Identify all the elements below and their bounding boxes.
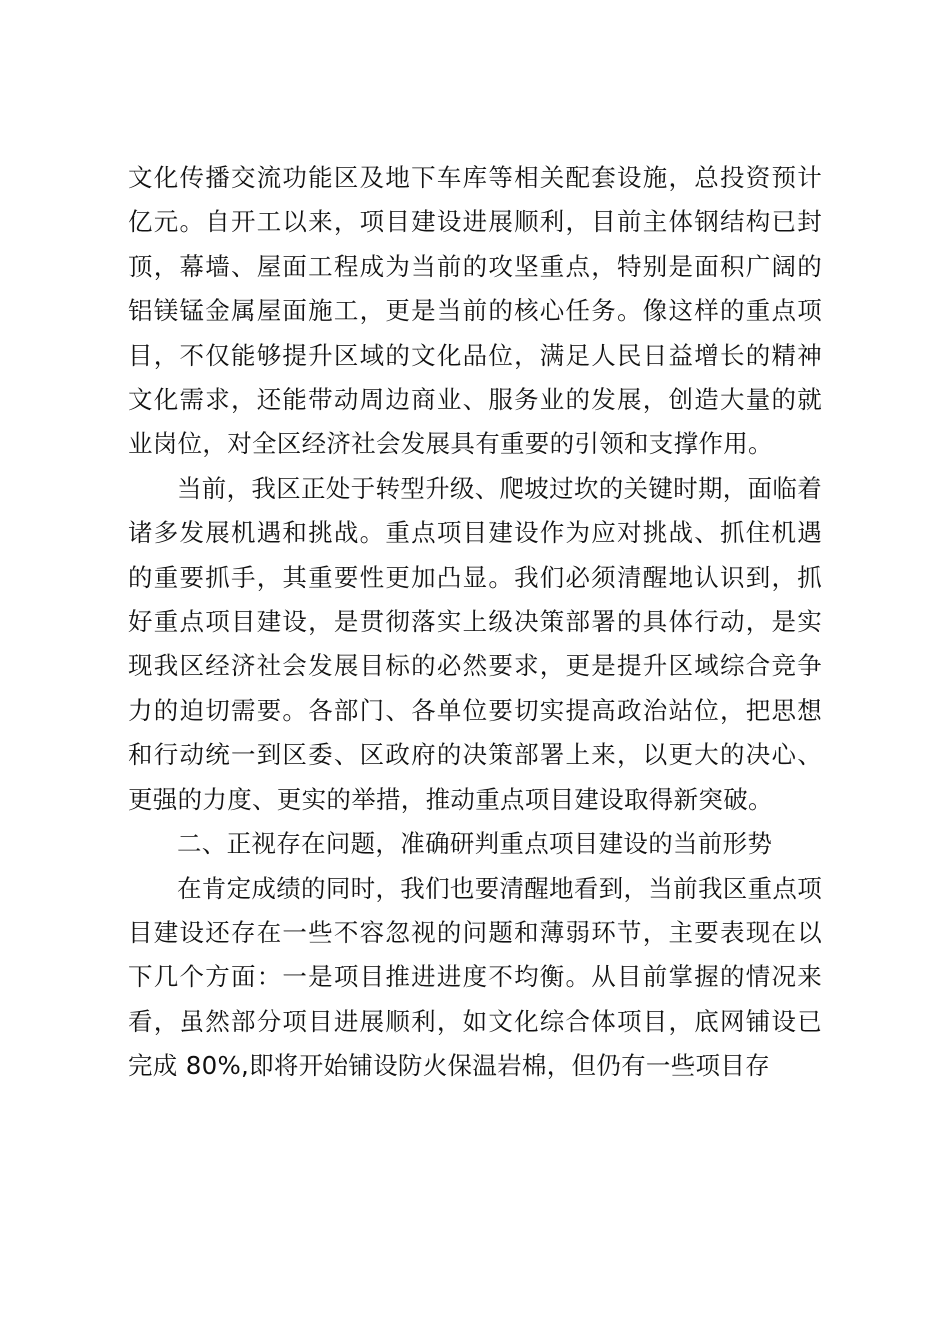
paragraph-current-situation: 当前，我区正处于转型升级、爬坡过坎的关键时期，面临着诸多发展机遇和挑战。重点项目建设作为应对挑战、抓住机遇的重要抓手，其重要性更加凸显。我们必须清醒地认识到，抓好重点项目建设，是贯彻落实上级决策部署的具体行动，是实现我区经济社会发展目标的必然要求，更是提升区域综合竞争力的迫切需要。各部门、各单位要切实提高政治站位，把思想和行动统一到区委、区政府的决策部署上来，以更大的决心、更强的力度、更实的举措，推动重点项目建设取得新突破。 <box>128 473 822 814</box>
section-heading: 二、正视存在问题，准确研判重点项目建设的当前形势 <box>177 829 773 859</box>
document-body <box>128 156 822 1089</box>
paragraph-continuation: 文化传播交流功能区及地下车库等相关配套设施，总投资预计亿元。自开工以来，项目建设进展顺利，目前主体钢结构已封顶，幕墙、屋面工程成为当前的攻坚重点，特别是面积广阔的铝镁锰金属屋面施工，更是当前的核心任务。像这样的重点项目，不仅能够提升区域的文化品位，满足人民日益增长的精神文化需求，还能带动周边商业、服务业的发展，创造大量的就业岗位，对全区经济社会发展具有重要的引领和支撑作用。 <box>128 163 822 459</box>
paragraph-problems: 在肯定成绩的同时，我们也要清醒地看到，当前我区重点项目建设还存在一些不容忽视的问题和薄弱环节，主要表现在以下几个方面：一是项目推进进度不均衡。从目前掌握的情况来看，虽然部分项目进展顺利，如文化综合体项目，底网铺设已完成 80%,即将开始铺设防火保温岩棉，但仍有一些项目存 <box>128 873 822 1081</box>
